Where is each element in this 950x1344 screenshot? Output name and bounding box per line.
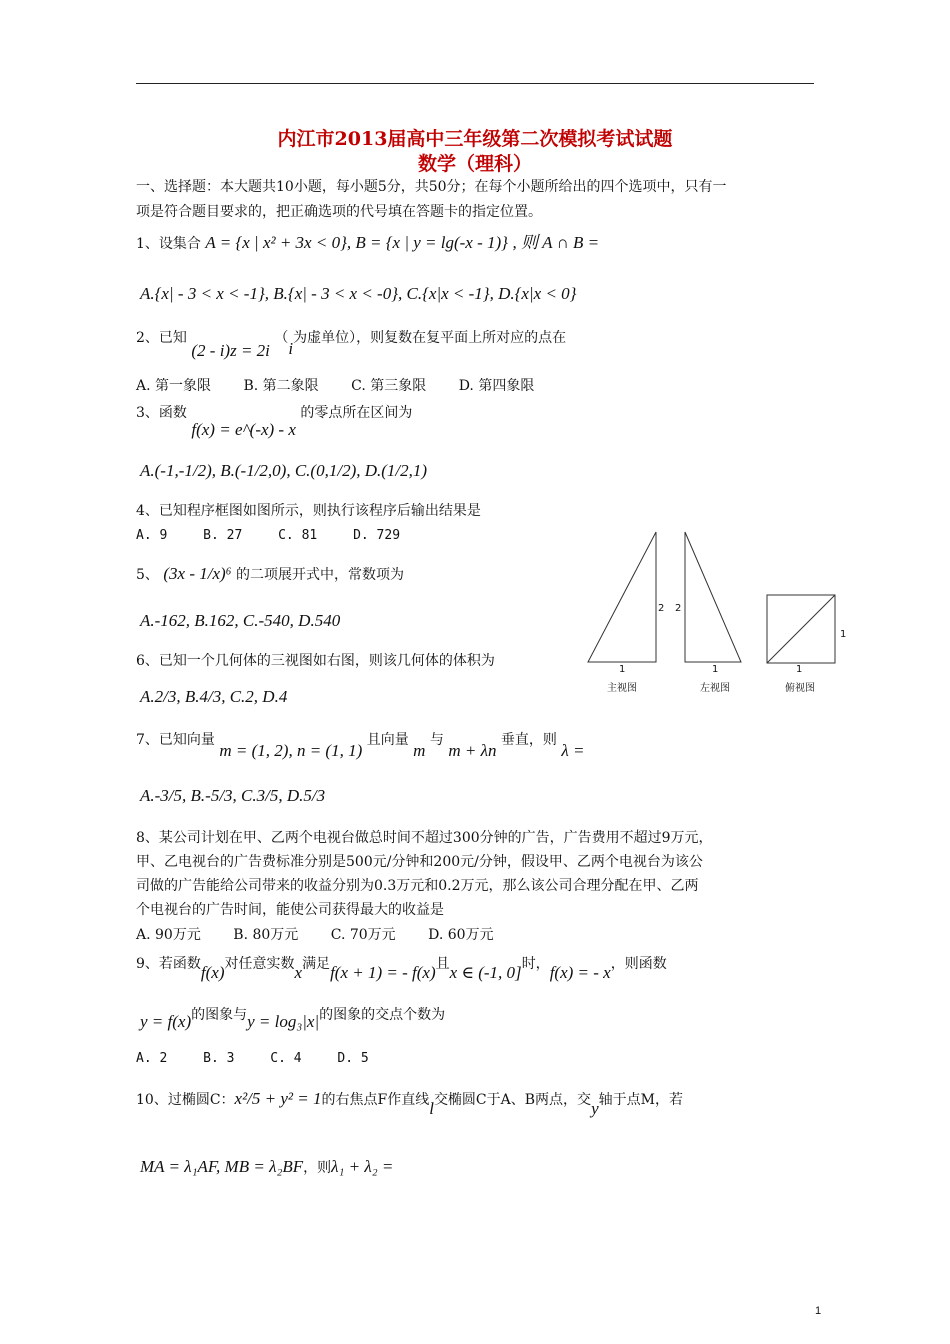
q9-t4: 时， [521, 956, 550, 972]
q10-t3: 轴于点M，若 [598, 1092, 683, 1108]
q7-suffix: 垂直，则 [500, 732, 557, 748]
q9-prefix: 9、若函数 [136, 956, 201, 972]
q2-option-a: A. 第一象限 [136, 378, 212, 394]
q9-m5: f(x) = - x [549, 963, 611, 982]
side-view-triangle [685, 532, 741, 662]
side-height-label: 2 [675, 603, 682, 614]
q4-option-b: B. 27 [203, 528, 243, 543]
q2-suffix: 为虚单位），则复数在复平面上所对应的点在 [293, 330, 567, 346]
q9-m7: y = log₃|x| [247, 1012, 320, 1031]
q4-option-c: C. 81 [278, 528, 318, 543]
page-number: 1 [815, 1305, 822, 1317]
front-height-label: 2 [658, 603, 665, 614]
q8-line4: 个电视台的广告时间，能使公司获得最大的收益是 [136, 902, 444, 918]
q2-option-d: D. 第四象限 [458, 378, 535, 394]
q1-suffix: , 则 A ∩ B = [512, 233, 600, 252]
q9-option-d: D. 5 [337, 1051, 369, 1066]
q9-m3: f(x + 1) = - f(x) [330, 963, 436, 982]
q7-math3: m + λn [448, 741, 497, 760]
q7-mid1: 且向量 [366, 732, 409, 748]
q7-options [140, 787, 325, 806]
exam-title: 内江市2013届高中三年级第二次模拟考试试题 [277, 128, 673, 150]
q8-option-b: B. 80万元 [233, 927, 299, 943]
q1-options [140, 285, 576, 304]
section-intro-line1: 一、选择题：本大题共10小题，每小题5分，共50分；在每个小题所给出的四个选项中，只有一 [136, 179, 727, 195]
q3-prefix: 3、函数 [136, 405, 187, 421]
q10-t2: 交椭圆C于A、B两点，交 [433, 1092, 592, 1108]
q6-options-text: A.2/3, B.4/3, C.2, D.4 [140, 687, 288, 706]
q4-option-a: A. 9 [136, 528, 168, 543]
top-rule [136, 83, 814, 84]
q9-t5: ，则函数 [610, 956, 667, 972]
question-5 [136, 565, 404, 584]
q1-options-text: A.{x| - 3 < x < -1}, B.{x| - 3 < x < -0}, C.{x|x < -1}, D.{x|x < 0} [140, 284, 577, 303]
three-view-figure [585, 525, 855, 695]
question-10-cont [140, 1158, 393, 1177]
q9-t1: 对任意实数 [224, 956, 295, 972]
q3-options-text: A.(-1,-1/2), B.(-1/2,0), C.(0,1/2), D.(1/2,1) [140, 461, 428, 480]
q2-mid: （ [274, 330, 289, 346]
q10-t4: ，则 [303, 1160, 332, 1176]
top-side-label: 1 [840, 629, 847, 640]
q5-prefix: 5、 [136, 567, 159, 583]
question-1 [136, 234, 599, 253]
q2-i: i [288, 339, 294, 358]
front-view-caption: 主视图 [607, 683, 637, 694]
q3-options [140, 462, 427, 481]
q10-m4: λ₁ + λ₂ = [331, 1157, 394, 1176]
q7-mid2: 与 [429, 732, 444, 748]
q8-option-c: C. 70万元 [330, 927, 396, 943]
question-6: 6、已知一个几何体的三视图如右图，则该几何体的体积为 [136, 653, 495, 669]
q2-option-b: B. 第二象限 [243, 378, 319, 394]
q5-options [140, 612, 340, 631]
q9-t3: 且 [435, 956, 450, 972]
q9-option-c: C. 4 [270, 1051, 302, 1066]
q8-line2: 甲、乙电视台的广告费标准分别是500元/分钟和200元/分钟，假设甲、乙两个电视台为该公 [136, 854, 703, 870]
q10-math: x²/5 + y² = 1 [234, 1089, 322, 1108]
question-9-cont [140, 1005, 446, 1031]
q6-options [140, 688, 287, 707]
question-3 [136, 403, 413, 439]
q9-t2: 满足 [302, 956, 331, 972]
section-intro-line2: 项是符合题目要求的，把正确选项的代号填在答题卡的指定位置。 [136, 204, 542, 220]
top-view-caption: 俯视图 [785, 683, 815, 694]
q2-option-c: C. 第三象限 [351, 378, 427, 394]
q10-m3: MA = λ₁AF, MB = λ₂BF [140, 1157, 304, 1176]
q7-math4: λ = [561, 741, 585, 760]
top-base-label: 1 [796, 664, 803, 675]
three-view-drawing [585, 525, 855, 695]
q5-math: (3x - 1/x)⁶ [163, 564, 232, 583]
q7-math2: m [413, 741, 426, 760]
q1-prefix: 1、设集合 [136, 236, 201, 252]
q9-t6: 的图象与 [191, 1007, 248, 1023]
q9-m2: x [294, 963, 303, 982]
q4-option-d: D. 729 [353, 528, 401, 543]
q4-options [136, 527, 428, 545]
question-9 [136, 954, 667, 982]
q10-m2: y [591, 1099, 599, 1118]
q1-math: A = {x | x² + 3x < 0}, B = {x | y = lg(-x - 1)} [205, 233, 508, 252]
q2-prefix: 2、已知 [136, 330, 187, 346]
q8-option-a: A. 90万元 [136, 927, 201, 943]
q7-math1: m = (1, 2), n = (1, 1) [219, 741, 363, 760]
front-view-triangle [588, 532, 656, 662]
q2-math: (2 - i)z = 2i [191, 341, 270, 360]
q9-t7: 的图象的交点个数为 [319, 1007, 446, 1023]
q2-options [136, 377, 562, 395]
q7-options-text: A.-3/5, B.-5/3, C.3/5, D.5/3 [140, 786, 326, 805]
side-view-caption: 左视图 [700, 683, 730, 694]
q8-option-d: D. 60万元 [428, 927, 494, 943]
q10-m1: l [429, 1099, 434, 1118]
q10-t1: 的右焦点F作直线 [321, 1092, 430, 1108]
q8-line3: 司做的广告能给公司带来的收益分别为0.3万元和0.2万元，那么该公司合理分配在甲、乙两 [136, 878, 699, 894]
question-2 [136, 328, 567, 360]
q9-m6: y = f(x) [140, 1012, 192, 1031]
q9-option-b: B. 3 [203, 1051, 235, 1066]
q8-options [136, 926, 522, 944]
q9-m1: f(x) [200, 963, 225, 982]
top-view-diagonal [767, 595, 835, 663]
q3-math: f(x) = e^(-x) - x [191, 420, 296, 439]
q9-option-a: A. 2 [136, 1051, 168, 1066]
q9-m4: x ∈ (-1, 0] [449, 963, 522, 982]
q5-options-text: A.-162, B.162, C.-540, D.540 [140, 611, 341, 630]
q5-suffix: 的二项展开式中，常数项为 [236, 567, 405, 583]
q9-options [136, 1050, 397, 1068]
exam-subtitle: 数学（理科） [417, 153, 532, 175]
q10-prefix: 10、过椭圆C： [136, 1092, 235, 1108]
q3-suffix: 的零点所在区间为 [300, 405, 413, 421]
side-base-label: 1 [712, 664, 719, 675]
question-4: 4、已知程序框图如图所示，则执行该程序后输出结果是 [136, 503, 481, 519]
question-7 [136, 730, 585, 760]
q7-prefix: 7、已知向量 [136, 732, 215, 748]
front-base-label: 1 [619, 664, 626, 675]
question-10 [136, 1089, 683, 1118]
q8-line1: 8、某公司计划在甲、乙两个电视台做总时间不超过300分钟的广告，广告费用不超过9万元， [136, 830, 713, 846]
